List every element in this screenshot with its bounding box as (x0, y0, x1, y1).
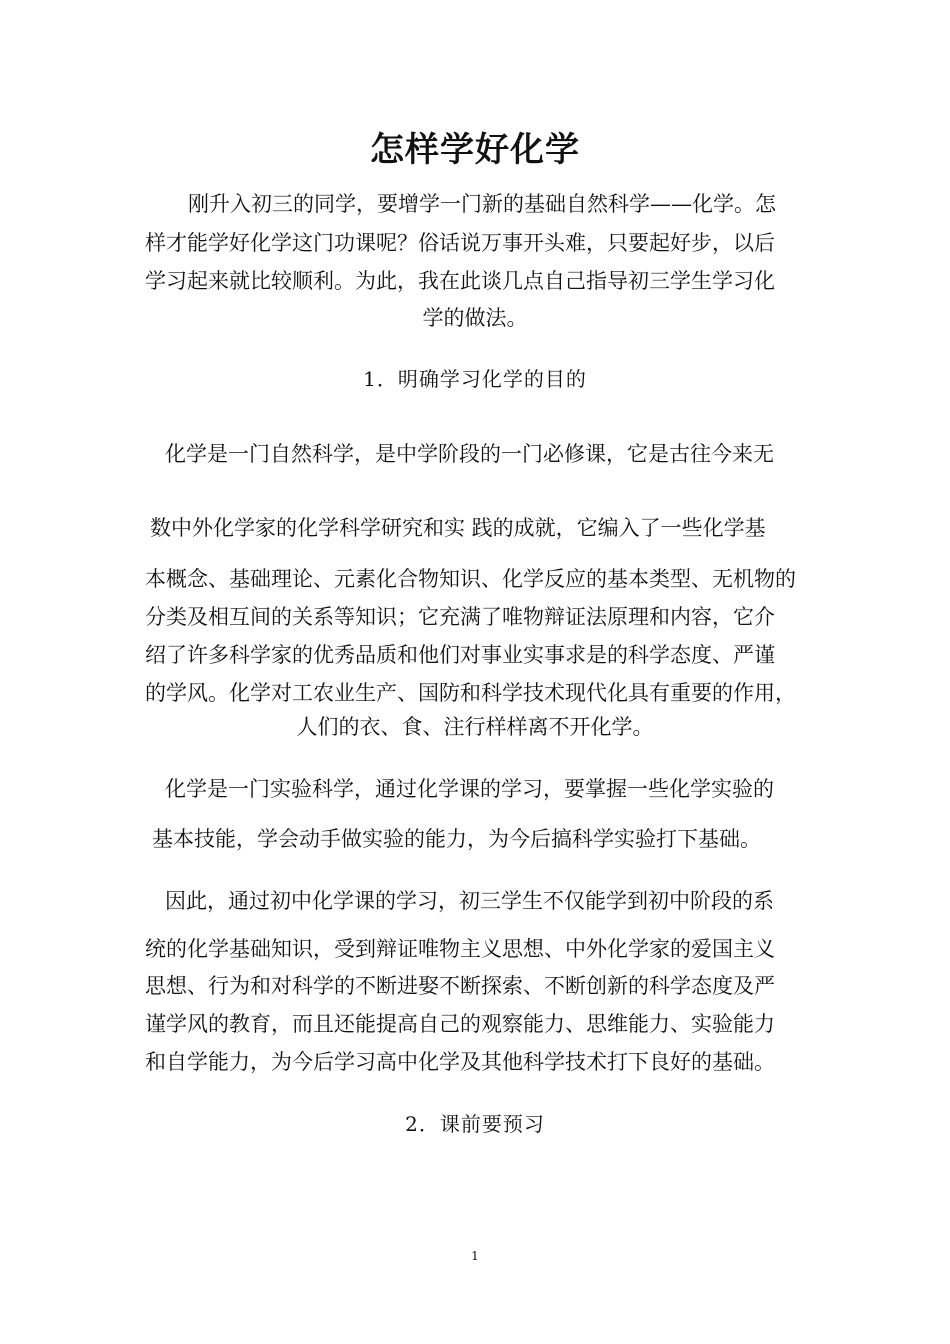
para-3-line-3: 思想、行为和对科学的不断进娶不断探索、不断创新的科学态度及严 (145, 974, 775, 998)
para-3-line-1: 因此，通过初中化学课的学习，初三学生不仅能学到初中阶段的系 (165, 889, 774, 913)
para-1-line-5: 绍了许多科学家的优秀品质和他们对事业实事求是的科学态度、严谨 (145, 643, 775, 667)
page-number: 1 (471, 1249, 479, 1263)
para-1-line-1: 化学是一门自然科学，是中学阶段的一门必修课，它是古往今来无 (165, 442, 774, 466)
para-1-line-3: 本概念、基础理论、元素化合物知识、化学反应的基本类型、无机物的 (145, 567, 796, 591)
section-1-heading: 1．明确学习化学的目的 (363, 367, 587, 391)
intro-line-4: 学的做法。 (422, 306, 528, 330)
document-title: 怎样学好化学 (370, 130, 580, 170)
para-3-line-5: 和自学能力，为今后学习高中化学及其他科学技术打下良好的基础。 (145, 1050, 775, 1074)
para-3-line-2: 统的化学基础知识，受到辩证唯物主义思想、中外化学家的爱国主义 (145, 937, 775, 961)
intro-line-3: 学习起来就比较顺利。为此，我在此谈几点自己指导初三学生学习化 (145, 269, 775, 293)
para-3-line-4: 谨学风的教育，而且还能提高自己的观察能力、思维能力、实验能力 (145, 1012, 775, 1036)
intro-line-1: 刚升入初三的同学，要增学一门新的基础自然科学——化学。怎 (188, 192, 776, 216)
intro-line-2: 样才能学好化学这门功课呢？俗话说万事开头难，只要起好步，以后 (145, 231, 775, 255)
para-1-line-7: 人们的衣、食、注行样样离不开化学。 (296, 715, 654, 739)
para-2-line-1: 化学是一门实验科学，通过化学课的学习，要掌握一些化学实验的 (165, 777, 774, 801)
para-1-line-6: 的学风。化学对工农业生产、国防和科学技术现代化具有重要的作用， (145, 681, 796, 705)
section-2-heading: 2．课前要预习 (405, 1112, 545, 1136)
para-2-line-2: 基本技能，学会动手做实验的能力，为今后搞科学实验打下基础。 (152, 827, 761, 851)
para-1-line-4: 分类及相互间的关系等知识；它充满了唯物辩证法原理和内容，它介 (145, 605, 775, 629)
para-1-line-2: 数中外化学家的化学科学研究和实 践的成就，它编入了一些化学基 (150, 516, 766, 540)
